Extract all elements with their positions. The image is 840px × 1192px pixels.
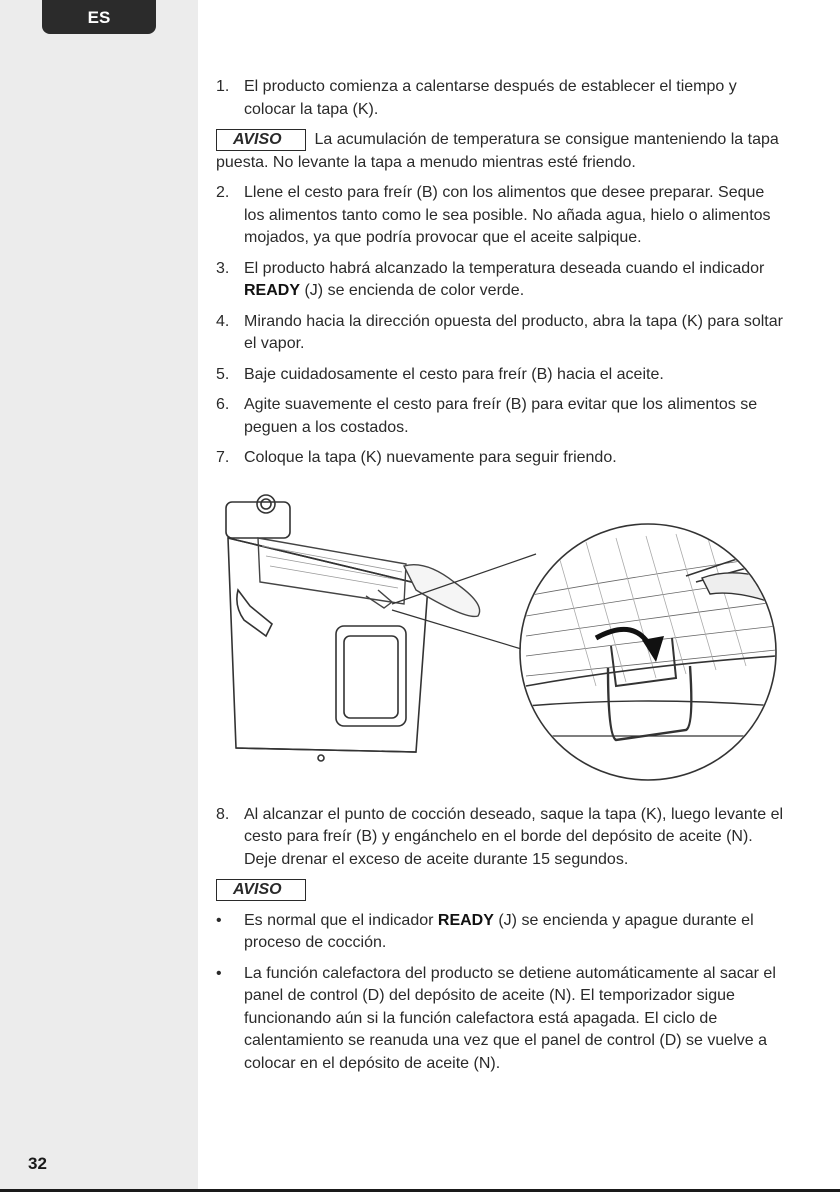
step-text: Al alcanzar el punto de cocción deseado, saque la tapa (K), luego levante el cesto para freír (B) y engánchelo en el borde del depósito de aceite (N). Deje drenar el exceso de aceite durante 15 segundos. (244, 805, 784, 868)
zoom-detail (520, 524, 776, 780)
step-number: 1. (216, 78, 230, 95)
step-number: 3. (216, 259, 230, 277)
bullet-2 (216, 963, 788, 1076)
step-number: 7. (216, 449, 230, 466)
bullet-text-post: (J) se encienda y apague durante el proceso de cocción. (244, 911, 754, 951)
aviso-label: AVISO (216, 129, 306, 151)
fryer-body (226, 495, 428, 761)
step-text-post: (J) se encienda de color verde. (300, 282, 525, 299)
bullet-dot: • (216, 964, 222, 982)
fryer-basket (258, 538, 480, 616)
bullet-1 (216, 910, 788, 955)
step-7 (216, 447, 788, 470)
step-number: 6. (216, 396, 230, 413)
step-text: Coloque la tapa (K) nuevamente para seguir friendo. (244, 449, 617, 466)
aviso-label: AVISO (216, 879, 306, 901)
bullet-text: La función calefactora del producto se detiene automáticamente al sacar el panel de control (D) del depósito de aceite (N). El temporizador sigue funcionando aún si la función calefactora está apagada. El ciclo de calentamiento se reanuda una vez que el panel de control (D) se vuelve a colocar en el depósito de aceite (N). (244, 964, 776, 1072)
fryer-illustration (216, 486, 788, 786)
step-4 (216, 311, 788, 356)
page-sidebar (0, 0, 198, 1192)
fryer-basket-diagram (216, 486, 788, 786)
step-text: Llene el cesto para freír (B) con los alimentos que desee preparar. Seque los alimentos tanto como le sea posible. No añada agua, hielo o alimentos mojados, ya que podría provocar que el aceite salpique. (244, 184, 771, 246)
step-2 (216, 182, 788, 250)
step-text-pre: El producto habrá alcanzado la temperatura deseada cuando el indicador (244, 259, 765, 277)
step-number: 5. (216, 365, 230, 383)
bullet-text-pre: Es normal que el indicador (244, 911, 438, 929)
step-3 (216, 258, 788, 303)
step-number: 4. (216, 312, 230, 330)
language-tab: ES (42, 0, 156, 34)
step-6 (216, 394, 788, 439)
step-1 (216, 76, 788, 121)
step-text: Baje cuidadosamente el cesto para freír (B) hacia el aceite. (244, 365, 664, 383)
step-text (244, 258, 788, 303)
step-text: Mirando hacia la dirección opuesta del producto, abra la tapa (K) para soltar el vapor. (244, 312, 783, 352)
bullet-text (244, 910, 788, 955)
step-text: El producto comienza a calentarse después de establecer el tiempo y colocar la tapa (K). (244, 78, 737, 118)
step-number: 2. (216, 184, 230, 201)
page-number: 32 (28, 1154, 47, 1173)
ready-label: READY (244, 282, 301, 299)
notice-2 (216, 879, 788, 902)
step-8 (216, 804, 788, 872)
step-text: Agite suavemente el cesto para freír (B) para evitar que los alimentos se peguen a los costados. (244, 396, 758, 436)
bullet-dot: • (216, 911, 222, 929)
ready-label: READY (437, 911, 494, 929)
step-number: 8. (216, 805, 230, 823)
notice-text: La acumulación de temperatura se consigue manteniendo la tapa puesta. No levante la tapa a menudo mientras esté friendo. (216, 131, 779, 171)
manual-content (216, 76, 788, 1083)
notice-1 (216, 129, 788, 174)
step-5 (216, 364, 788, 387)
